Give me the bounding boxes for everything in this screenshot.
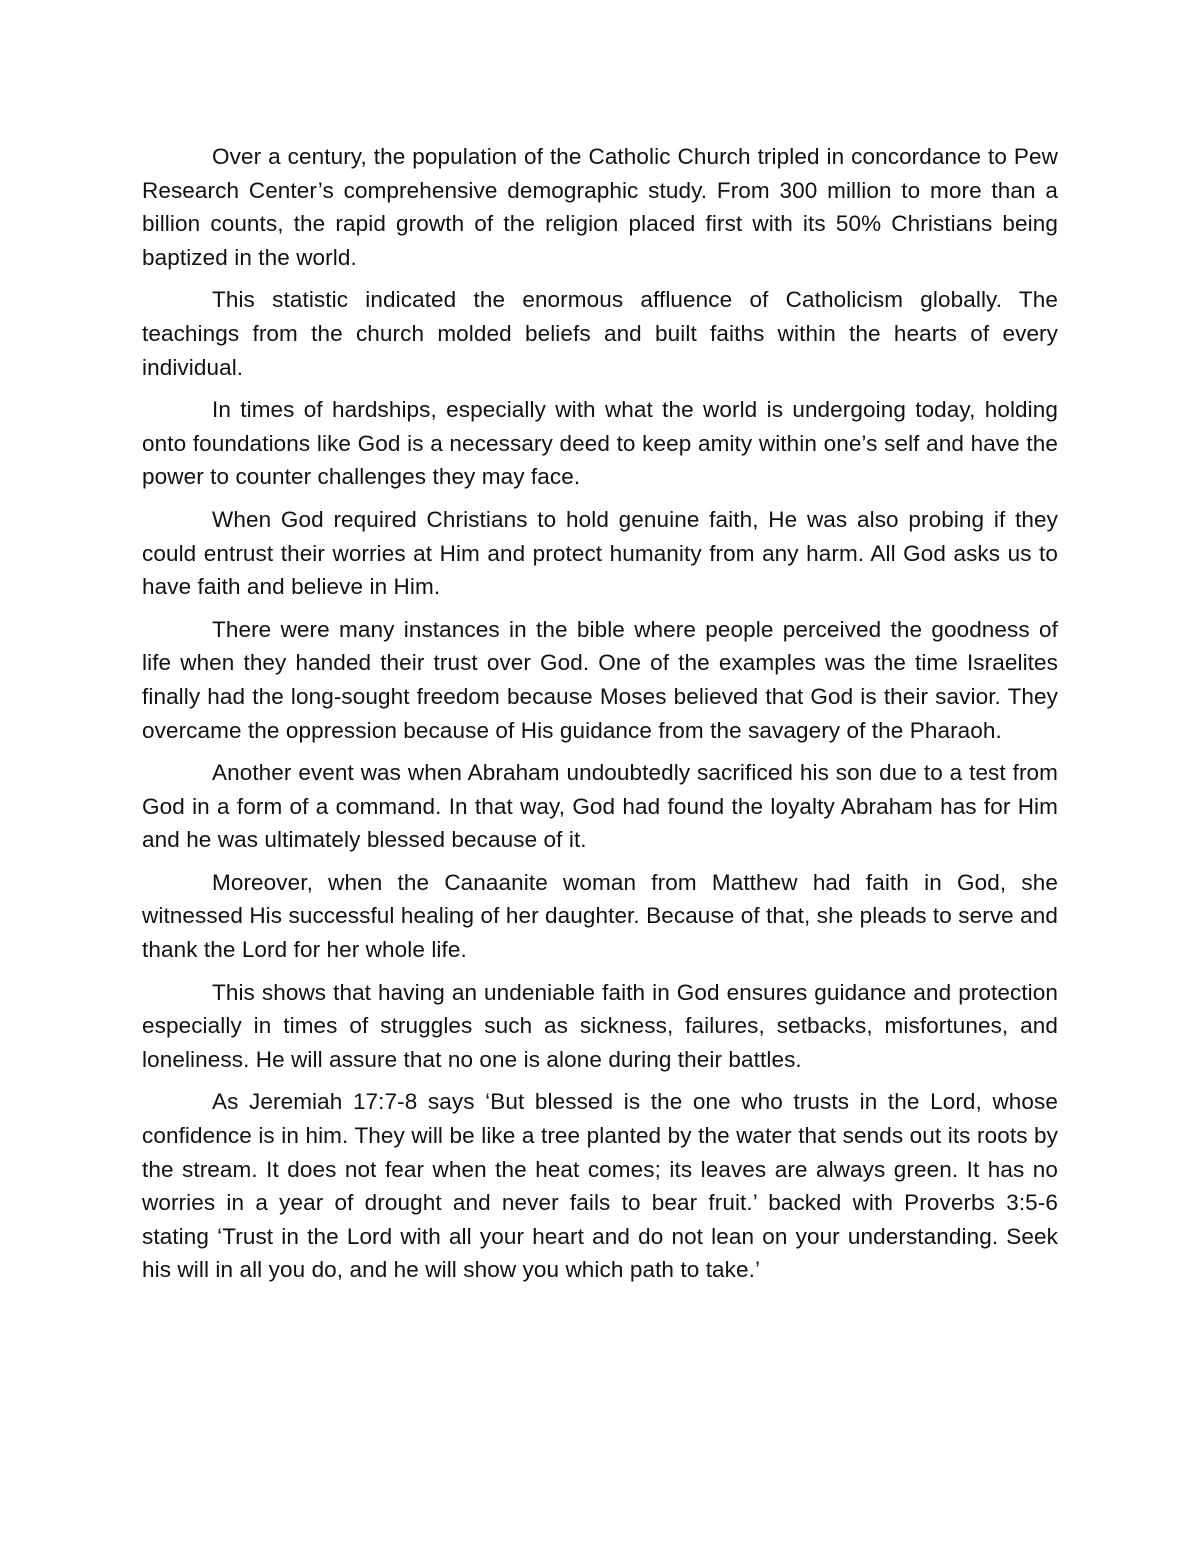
paragraph-4: When God required Christians to hold genuine faith, He was also probing if they could entrust their worries at Him and protect humanity from any harm. All God asks us to have faith and believe in Him. [142,506,1058,600]
paragraph-6: Another event was when Abraham undoubtedly sacrificed his son due to a test from God in a form of a command. In that way, God had found the loyalty Abraham has for Him and he was ultimately blessed because of it. [142,760,1058,853]
paragraph-1: Over a century, the population of the Catholic Church tripled in concordance to Pew Research Center’s comprehensive demographic study. From 300 million to more than a billion counts, the rapid growth of the religion placed first with its 50% Christians being baptized in the world. [142,144,1058,270]
document-page [142,140,1058,1296]
paragraph-7: Moreover, when the Canaanite woman from Matthew had faith in God, she witnessed His successful healing of her daughter. Because of that, she pleads to serve and thank the Lord for her whole life. [142,869,1058,963]
paragraph-8: This shows that having an undeniable faith in God ensures guidance and protection especially in times of struggles such as sickness, failures, setbacks, misfortunes, and loneliness. He will assure that no one is alone during their battles. [142,979,1058,1072]
paragraph-9: As Jeremiah 17:7-8 says ‘But blessed is the one who trusts in the Lord, whose confidence is in him. They will be like a tree planted by the water that sends out its roots by the stream. It does not fear when the heat comes; its leaves are always green. It has no worries in a year of drought and never fails to bear fruit.’ backed with Proverbs 3:5-6 stating ‘Trust in the Lord with all your heart and do not lean on your understanding. Seek his will in all you do, and he will show you which path to take.’ [142,1089,1058,1283]
paragraph-5: There were many instances in the bible where people perceived the goodness of life when they handed their trust over God. One of the examples was the time Israelites finally had the long-sought freedom because Moses believed that God is their savior. They overcame the oppression because of His guidance from the savagery of the Pharaoh. [142,616,1058,743]
paragraph-3: In times of hardships, especially with what the world is undergoing today, holding onto foundations like God is a necessary deed to keep amity within one’s self and have the power to counter challenges they may face. [142,397,1058,490]
paragraph-2: This statistic indicated the enormous affluence of Catholicism globally. The teachings from the church molded beliefs and built faiths within the hearts of every individual. [142,287,1058,380]
